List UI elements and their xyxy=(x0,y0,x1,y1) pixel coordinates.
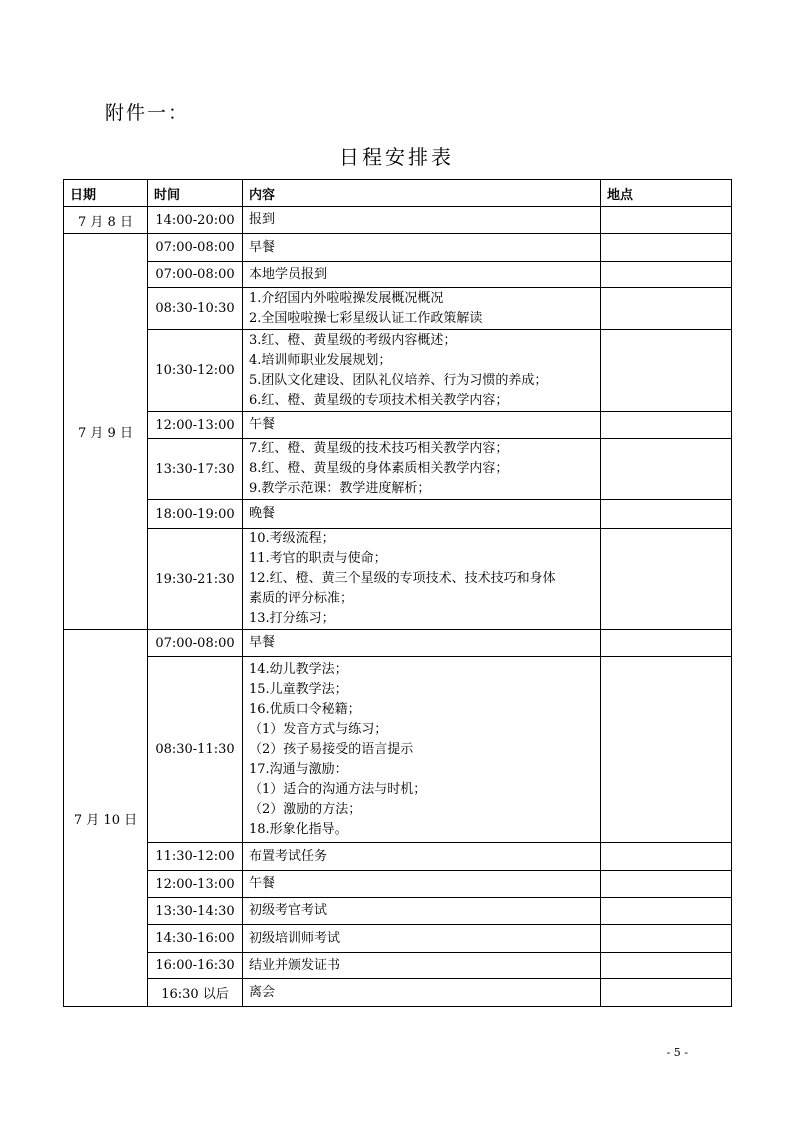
table-row xyxy=(64,898,732,925)
table-row xyxy=(64,234,732,262)
content-line: （2）激励的方法； xyxy=(249,801,362,817)
content-line: 12.红、橙、黄三个星级的专项技术、技术技巧和身体 xyxy=(249,571,556,586)
location-cell xyxy=(601,330,732,412)
attachment-label: 附件一： xyxy=(105,102,190,124)
location-cell xyxy=(601,529,732,630)
content-line: 素质的评分标准； xyxy=(249,591,354,606)
content-line: 结业并颁发证书 xyxy=(249,957,341,973)
content-line: （1）发音方式与练习； xyxy=(249,721,388,737)
location-cell xyxy=(601,953,732,979)
content-line: 11.考官的职责与使命； xyxy=(249,551,387,566)
date-cell: 7 月 8 日 xyxy=(64,207,148,234)
table-row xyxy=(64,412,732,439)
time-cell: 11:30-12:00 xyxy=(148,843,243,871)
content-cell xyxy=(243,898,601,925)
table-row xyxy=(64,871,732,898)
content-cell xyxy=(243,439,601,500)
location-cell xyxy=(601,925,732,953)
header-content: 内容 xyxy=(243,180,601,207)
content-cell xyxy=(243,234,601,262)
location-cell xyxy=(601,630,732,657)
time-cell: 08:30-10:30 xyxy=(148,288,243,330)
content-line: 初级培训师考试 xyxy=(249,930,341,946)
location-cell xyxy=(601,500,732,529)
table-header-row xyxy=(64,180,732,207)
content-line: 17.沟通与激励： xyxy=(249,761,348,777)
time-cell: 07:00-08:00 xyxy=(148,630,243,657)
content-line: 午餐 xyxy=(249,876,276,891)
table-row xyxy=(64,288,732,330)
content-line: 4.培训师职业发展规划； xyxy=(249,352,392,368)
content-line: 1.介绍国内外啦啦操发展概况概况 xyxy=(249,290,444,306)
content-line: 2.全国啦啦操七彩星级认证工作政策解读 xyxy=(249,310,483,326)
content-line: 5.团队文化建设、团队礼仪培养、行为习惯的养成； xyxy=(249,372,548,388)
content-line: 午餐 xyxy=(249,417,276,432)
content-line: 7.红、橙、黄星级的技术技巧相关教学内容； xyxy=(249,441,509,456)
content-cell xyxy=(243,953,601,979)
table-row xyxy=(64,529,732,630)
content-line: 布置考试任务 xyxy=(249,848,328,864)
table-row xyxy=(64,207,732,234)
time-cell: 12:00-13:00 xyxy=(148,871,243,898)
content-cell xyxy=(243,630,601,657)
time-cell: 18:00-19:00 xyxy=(148,500,243,529)
table-row xyxy=(64,262,732,288)
content-cell xyxy=(243,288,601,330)
time-cell: 07:00-08:00 xyxy=(148,234,243,262)
date-cell: 7 月 9 日 xyxy=(64,234,148,630)
header-time: 时间 xyxy=(148,180,243,207)
time-cell: 08:30-11:30 xyxy=(148,657,243,843)
content-line: 晚餐 xyxy=(249,506,276,521)
content-line: 早餐 xyxy=(249,239,276,255)
header-location: 地点 xyxy=(601,180,732,207)
table-row xyxy=(64,500,732,529)
content-line: 早餐 xyxy=(249,635,276,650)
content-cell xyxy=(243,979,601,1007)
content-line: 6.红、橙、黄星级的专项技术相关教学内容； xyxy=(249,392,509,408)
time-cell: 14:30-16:00 xyxy=(148,925,243,953)
location-cell xyxy=(601,262,732,288)
content-cell xyxy=(243,262,601,288)
header-date: 日期 xyxy=(64,180,148,207)
schedule-body xyxy=(64,207,732,1007)
location-cell xyxy=(601,288,732,330)
content-line: 14.幼儿教学法； xyxy=(249,661,348,677)
time-cell: 13:30-17:30 xyxy=(148,439,243,500)
content-line: 初级考官考试 xyxy=(249,903,328,918)
location-cell xyxy=(601,871,732,898)
table-row xyxy=(64,630,732,657)
time-cell: 16:30 以后 xyxy=(148,979,243,1007)
location-cell xyxy=(601,843,732,871)
time-cell: 12:00-13:00 xyxy=(148,412,243,439)
time-cell: 14:00-20:00 xyxy=(148,207,243,234)
content-line: 9.教学示范课：教学进度解析； xyxy=(249,481,431,496)
content-cell xyxy=(243,871,601,898)
table-row xyxy=(64,330,732,412)
content-cell xyxy=(243,500,601,529)
table-row xyxy=(64,843,732,871)
content-line: 本地学员报到 xyxy=(249,266,328,282)
content-cell xyxy=(243,843,601,871)
time-cell: 07:00-08:00 xyxy=(148,262,243,288)
time-cell: 13:30-14:30 xyxy=(148,898,243,925)
content-line: （2）孩子易接受的语言提示 xyxy=(249,741,414,757)
content-line: 15.儿童教学法； xyxy=(249,681,348,697)
content-cell xyxy=(243,330,601,412)
table-row xyxy=(64,657,732,843)
location-cell xyxy=(601,207,732,234)
location-cell xyxy=(601,898,732,925)
location-cell xyxy=(601,657,732,843)
location-cell xyxy=(601,439,732,500)
content-line: 8.红、橙、黄星级的身体素质相关教学内容； xyxy=(249,461,509,476)
content-line: 报到 xyxy=(249,212,276,227)
content-line: 18.形象化指导。 xyxy=(249,821,348,837)
content-line: 16.优质口令秘籍； xyxy=(249,701,361,717)
date-cell: 7 月 10 日 xyxy=(64,630,148,1007)
table-row xyxy=(64,979,732,1007)
table-row xyxy=(64,439,732,500)
content-cell xyxy=(243,412,601,439)
time-cell: 19:30-21:30 xyxy=(148,529,243,630)
location-cell xyxy=(601,412,732,439)
table-row xyxy=(64,953,732,979)
content-line: 13.打分练习； xyxy=(249,611,335,626)
content-cell xyxy=(243,529,601,630)
time-cell: 10:30-12:00 xyxy=(148,330,243,412)
page-title: 日程安排表 xyxy=(339,145,454,169)
schedule-table xyxy=(63,179,732,1007)
content-cell xyxy=(243,657,601,843)
content-cell xyxy=(243,207,601,234)
page-number: - 5 - xyxy=(666,1046,688,1059)
content-line: （1）适合的沟通方法与时机； xyxy=(249,781,427,797)
location-cell xyxy=(601,979,732,1007)
content-cell xyxy=(243,925,601,953)
table-row xyxy=(64,925,732,953)
content-line: 10.考级流程； xyxy=(249,531,335,546)
content-line: 3.红、橙、黄星级的考级内容概述； xyxy=(249,332,457,348)
location-cell xyxy=(601,234,732,262)
time-cell: 16:00-16:30 xyxy=(148,953,243,979)
content-line: 离会 xyxy=(249,984,276,1000)
